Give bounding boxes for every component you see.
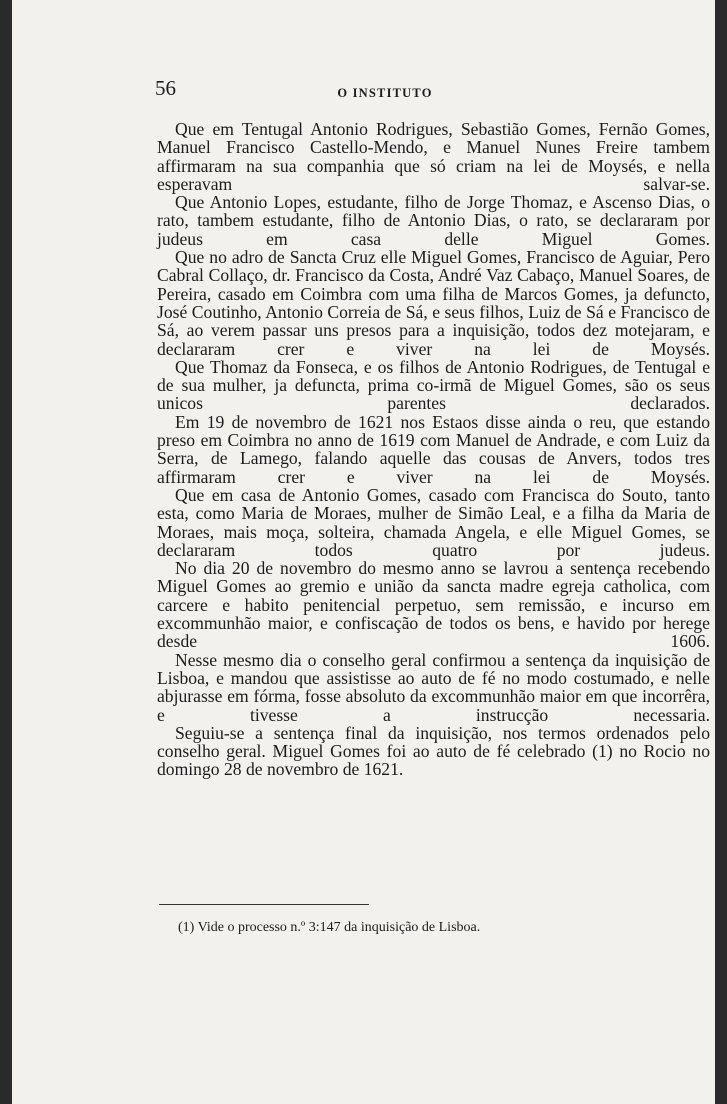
- footnote: (1) Vide o processo n.º 3:147 da inquisição de Lisboa.: [178, 920, 481, 935]
- body-text: [157, 120, 710, 779]
- paragraph: Nesse mesmo dia o conselho geral confirmou a sentença da inquisição de Lisboa, e mandou que assistisse ao auto de fé no modo costumado, e nelle abjurasse em fórma, fosse absoluto da excommunhão maior em que incorrêra, e tivesse a instrucção necessaria.: [157, 649, 710, 725]
- paragraph: Em 19 de novembro de 1621 nos Estaos disse ainda o reu, que estando preso em Coimbra no anno de 1619 com Manuel de Andrade, e com Luiz da Serra, de Lamego, falando aquelle das cousas de Anvers, todos tres affirmaram crer e viver na lei de Moysés.: [157, 411, 710, 487]
- page-number: 56: [155, 76, 176, 100]
- page-header: [155, 74, 615, 104]
- running-title: O INSTITUTO: [337, 86, 433, 100]
- paragraph: Seguiu-se a sentença final da inquisição, nos termos ordenados pelo conselho geral. Miguel Gomes foi ao auto de fé celebrado (1) no Rocio no domingo 28 de novembro de 1621.: [157, 722, 710, 780]
- paragraph: Que em casa de Antonio Gomes, casado com Francisca do Souto, tanto esta, como Maria de Moraes, mulher de Simão Leal, e a filha da Maria de Moraes, mais moça, solteira, chamada Angela, e elle Miguel Gomes, se declararam todos quatro por judeus.: [157, 484, 710, 560]
- paragraph: No dia 20 de novembro do mesmo anno se lavrou a sentença recebendo Miguel Gomes ao gremio e união da sancta madre egreja catholica, com carcere e habito penitencial perpetuo, sem remissão, e incurso em excommunhão maior, e confiscação de todos os bens, e havido por herege desde 1606.: [157, 558, 710, 652]
- footnote-rule: [159, 904, 369, 905]
- paragraph: Que Thomaz da Fonseca, e os filhos de Antonio Rodrigues, de Tentugal e de sua mulher, ja defuncta, prima co-irmã de Miguel Gomes, são os seus unicos parentes declarados.: [157, 356, 710, 414]
- paragraph: Que Antonio Lopes, estudante, filho de Jorge Thomaz, e Ascenso Dias, o rato, tambem estudante, filho de Antonio Dias, o rato, se declararam por judeus em casa delle Miguel Gomes.: [157, 192, 710, 249]
- paragraph: Que no adro de Sancta Cruz elle Miguel Gomes, Francisco de Aguiar, Pero Cabral Collaço, dr. Francisco da Costa, André Vaz Cabaço, Manuel Soares, de Pereira, casado em Coimbra com uma filha de Marcos Gomes, ja defuncto, José Coutinho, Antonio Correia de Sá, e seus filhos, Luiz de Sá e Francisco de Sá, ao verem passar uns presos para a inquisição, todos dez motejaram, e declararam crer e viver na lei de Moysés.: [157, 247, 710, 359]
- paragraph: Que em Tentugal Antonio Rodrigues, Sebastião Gomes, Fernão Gomes, Manuel Francisco Castello-Mendo, e Manuel Nunes Freire tambem affirmaram na sua companhia que só criam na lei de Moysés, e nella esperavam salvar-se.: [157, 119, 710, 194]
